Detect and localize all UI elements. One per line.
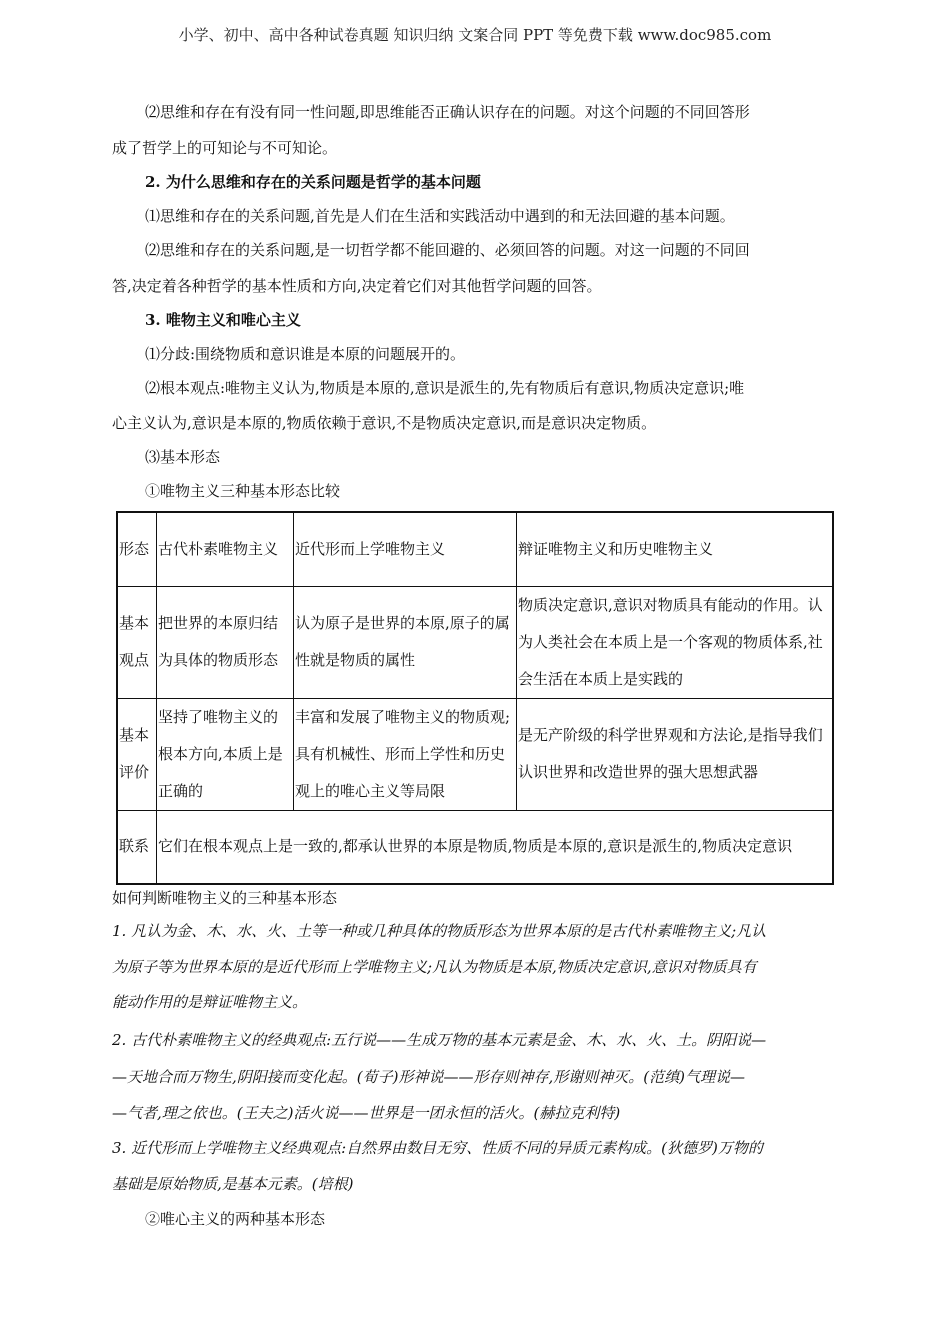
page-header: 小学、初中、高中各种试卷真题 知识归纳 文案合同 PPT 等免费下载 www.doc985.com: [178, 26, 772, 44]
table-cell: 形态: [117, 512, 157, 586]
table-cell: 是无产阶级的科学世界观和方法论,是指导我们认识世界和改造世界的强大思想武器: [517, 698, 834, 810]
table-cell: 坚持了唯物主义的根本方向,本质上是正确的: [157, 698, 294, 810]
table-cell: 把世界的本原归结为具体的物质形态: [157, 586, 294, 698]
paragraph-line: 为原子等为世界本原的是近代形而上学唯物主义;凡认为物质是本原,物质决定意识,意识对物质具有: [112, 958, 757, 976]
table-caption: ①唯物主义三种基本形态比较: [145, 482, 341, 500]
paragraph-line: 成了哲学上的可知论与不可知论。: [112, 139, 338, 157]
table-cell: 丰富和发展了唯物主义的物质观;具有机械性、形而上学性和历史观上的唯心主义等局限: [294, 698, 517, 810]
paragraph-line: 基础是原始物质,是基本元素。(培根): [112, 1175, 354, 1193]
paragraph-line: 2. 古代朴素唯物主义的经典观点:五行说——生成万物的基本元素是金、木、水、火、土。阴阳说—: [112, 1031, 767, 1049]
table-cell: 基本评价: [117, 698, 157, 810]
paragraph-line: ⑴思维和存在的关系问题,首先是人们在生活和实践活动中遇到的和无法回避的基本问题。: [145, 207, 735, 225]
section-heading: ②唯心主义的两种基本形态: [145, 1210, 326, 1228]
table-row: [117, 810, 833, 884]
table-cell: 古代朴素唯物主义: [157, 512, 294, 586]
paragraph-line: ⑵思维和存在有没有同一性问题,即思维能否正确认识存在的问题。对这个问题的不同回答形: [145, 103, 750, 121]
paragraph-line: —气者,理之依也。(王夫之)活火说——世界是一团永恒的活火。(赫拉克利特): [112, 1104, 621, 1122]
paragraph-line: 心主义认为,意识是本原的,物质依赖于意识,不是物质决定意识,而是意识决定物质。: [112, 414, 657, 432]
table-row: [117, 586, 833, 698]
table-cell: 联系: [117, 810, 157, 884]
paragraph-line: 3. 近代形而上学唯物主义经典观点:自然界由数目无穷、性质不同的异质元素构成。(狄德罗)万物的: [112, 1139, 763, 1157]
subsection-heading: 如何判断唯物主义的三种基本形态: [112, 889, 338, 907]
materialism-comparison-table: [116, 511, 834, 885]
paragraph-line: ⑶基本形态: [145, 448, 221, 466]
paragraph-line: —天地合而万物生,阴阳接而变化起。(荀子)形神说——形存则神存,形谢则神灭。(范缜)气理说—: [112, 1068, 745, 1086]
table-cell: 物质决定意识,意识对物质具有能动的作用。认为人类社会在本质上是一个客观的物质体系,社会生活在本质上是实践的: [517, 586, 834, 698]
table-cell: 近代形而上学唯物主义: [294, 512, 517, 586]
paragraph-line: 能动作用的是辩证唯物主义。: [112, 993, 308, 1011]
table-row: [117, 698, 833, 810]
paragraph-line: ⑵根本观点:唯物主义认为,物质是本原的,意识是派生的,先有物质后有意识,物质决定意识;唯: [145, 379, 745, 397]
table-cell: 基本观点: [117, 586, 157, 698]
paragraph-line: 1. 凡认为金、木、水、火、土等一种或几种具体的物质形态为世界本原的是古代朴素唯物主义;凡认: [112, 922, 767, 940]
table-cell: 辩证唯物主义和历史唯物主义: [517, 512, 834, 586]
paragraph-line: 答,决定着各种哲学的基本性质和方向,决定着它们对其他哲学问题的回答。: [112, 277, 602, 295]
paragraph-line: ⑵思维和存在的关系问题,是一切哲学都不能回避的、必须回答的问题。对这一问题的不同回: [145, 241, 750, 259]
table-cell: 认为原子是世界的本原,原子的属性就是物质的属性: [294, 586, 517, 698]
table-cell: 它们在根本观点上是一致的,都承认世界的本原是物质,物质是本原的,意识是派生的,物质决定意识: [157, 810, 834, 884]
table-row: [117, 512, 833, 586]
section-heading: 3. 唯物主义和唯心主义: [145, 311, 301, 329]
paragraph-line: ⑴分歧:围绕物质和意识谁是本原的问题展开的。: [145, 345, 466, 363]
section-heading: 2. 为什么思维和存在的关系问题是哲学的基本问题: [145, 173, 481, 191]
